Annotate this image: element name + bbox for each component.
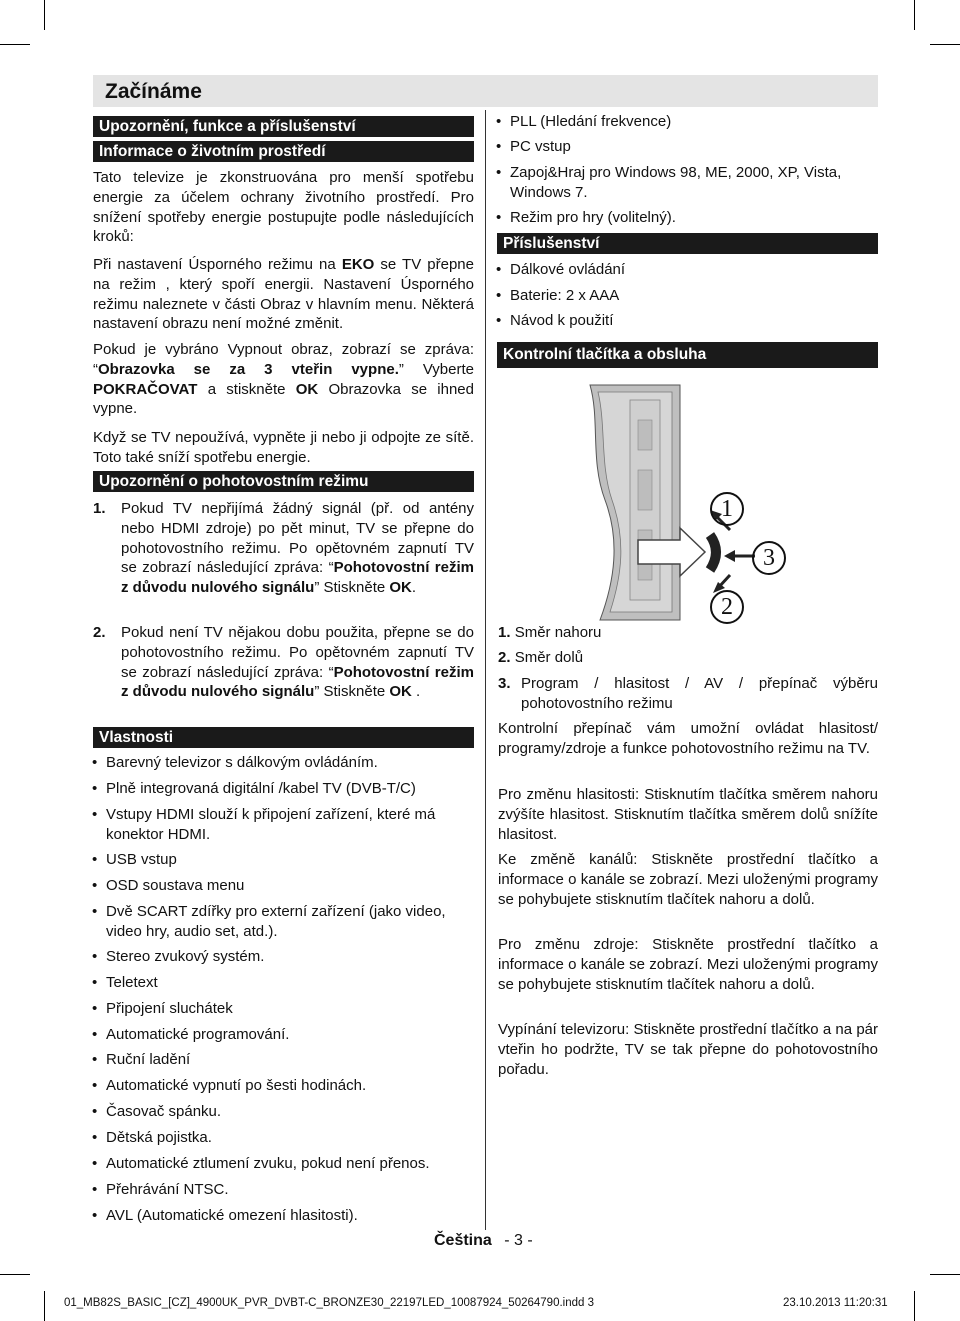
feature-item: • Připojení sluchátek [92, 1000, 233, 1017]
env-paragraph-4: Když se TV nepoužívá, vypněte ji nebo ji odpojte ze sítě. Toto také sníží spotřebu energie. [93, 429, 474, 466]
crop-mark [0, 44, 30, 45]
feature-item: • Přehrávání NTSC. [92, 1181, 229, 1198]
controls-paragraph-1: Kontrolní přepínač vám umožní ovládat hlasitost/ programy/zdroje a funkce pohotovostního režimu na TV. [498, 720, 878, 757]
feature-item: • Dětská pojistka. [92, 1129, 212, 1146]
page-footer [434, 1232, 533, 1250]
feature-item: • Barevný televizor s dálkovým ovládáním. [92, 754, 378, 771]
feature-item: • Plně integrovaná digitální /kabel TV (DVB-T/C) [92, 780, 416, 797]
feature-item: • Dvě SCART zdířky pro externí zařízení (jako video, video hry, audio set, atd.). [92, 903, 446, 940]
feature-item: • Automatické vypnutí po šesti hodinách. [92, 1077, 367, 1094]
controls-paragraph-3: Ke změně kanálů: Stiskněte prostřední tlačítko a informace o kanále se zobrazí. Mezi uloženými programy se pohybujete stisknutím tlačítek nahoru a dolů. [498, 851, 878, 908]
footer-language: Čeština [434, 1232, 492, 1249]
crop-mark [930, 1274, 960, 1275]
crop-mark [914, 0, 915, 30]
controls-paragraph-4: Pro změnu zdroje: Stiskněte prostřední tlačítko a informace o kanále se zobrazí. Mezi uloženými programy se pohybujete stisknutím tlačítek nahoru a dolů. [498, 936, 878, 993]
section-header-features: Vlastnosti [93, 727, 474, 748]
section-header-controls: Kontrolní tlačítka a obsluha [497, 342, 878, 368]
footer-file-name: 01_MB82S_BASIC_[CZ]_4900UK_PVR_DVBT-C_BRONZE30_22197LED_10087924_50264790.indd 3 [64, 1297, 594, 1309]
accessory-item: • Baterie: 2 x AAA [496, 287, 620, 304]
section-header-safety: Upozornění, funkce a příslušenství [93, 116, 474, 137]
control-item: 1. Směr nahoru [498, 624, 602, 641]
feature-item: • Časovač spánku. [92, 1103, 222, 1120]
feature-item: • Režim pro hry (volitelný). [496, 209, 676, 226]
crop-mark [914, 1291, 915, 1321]
crop-mark [44, 0, 45, 30]
env-paragraph-3: Pokud je vybráno Vypnout obraz, zobrazí se zpráva: “Obrazovka se za 3 vteřin vypne.” Vyberte POKRAČOVAT a stiskněte OK Obrazovka se ihned vypne. [93, 341, 474, 418]
callout-1: 1 [710, 492, 744, 526]
control-knob [710, 535, 716, 570]
page-title: Začínáme [105, 80, 202, 103]
callout-2: 2 [710, 590, 744, 624]
crop-mark [930, 44, 960, 45]
feature-item: • AVL (Automatické omezení hlasitosti). [92, 1207, 358, 1224]
feature-item: • OSD soustava menu [92, 877, 245, 894]
accessory-item: • Návod k použití [496, 312, 614, 329]
feature-item: • USB vstup [92, 851, 177, 868]
control-item: 2. Směr dolů [498, 649, 584, 666]
accessory-item: • Dálkové ovládání [496, 261, 626, 278]
feature-item: • Ruční ladění [92, 1051, 191, 1068]
feature-item: • Automatické programování. [92, 1026, 290, 1043]
section-header-accessories: Příslušenství [497, 233, 878, 254]
standby-item-1: 1. Pokud TV nepřijímá žádný signál (př. od antény nebo HDMI zdroje) po pět minut, TV se přepne do pohotovostního režimu. Po opětovném zapnutí TV se zobrazí následující zpráva: “Pohotovostní režim z důvodu nulového signálu” Stiskněte OK. [93, 500, 474, 597]
crop-mark [44, 1291, 45, 1321]
controls-paragraph-5: Vypínání televizoru: Stiskněte prostřední tlačítko a na pár vteřin ho podržte, TV se tak přepne do pohotovostního pořadu. [498, 1021, 878, 1078]
section-header-environment: Informace o životním prostředí [93, 141, 474, 162]
callout-3: 3 [752, 541, 786, 575]
feature-item: • Zapoj&Hraj pro Windows 98, ME, 2000, XP, Vista, Windows 7. [496, 164, 842, 201]
page-title-bar [93, 75, 878, 107]
feature-item: • Automatické ztlumení zvuku, pokud není přenos. [92, 1155, 430, 1172]
feature-item: • PC vstup [496, 138, 571, 155]
feature-item: • Vstupy HDMI slouží k připojení zařízení, které má konektor HDMI. [92, 806, 436, 843]
column-divider [485, 110, 486, 1230]
footer-page-number: - 3 - [504, 1232, 533, 1249]
crop-mark [0, 1274, 30, 1275]
control-item: 3. Program / hlasitost / AV / přepínač výběru pohotovostního režimu [498, 675, 878, 712]
feature-item: • PLL (Hledání frekvence) [496, 113, 672, 130]
feature-item: • Teletext [92, 974, 158, 991]
controls-paragraph-2: Pro změnu hlasitosti: Stisknutím tlačítka směrem nahoru zvýšíte hlasitost. Stisknutím tlačítka směrem dolů snížíte hlasitost. [498, 786, 878, 843]
feature-item: • Stereo zvukový systém. [92, 948, 265, 965]
env-paragraph-2: Při nastavení Úsporného režimu na EKO se TV přepne na režim , který spoří energii. Nastavení Úsporného režimu naleznete v části Obraz v hlavním menu. Některá nastavení obrazu není možné změnit. [93, 256, 474, 333]
env-paragraph-1: Tato televize je zkonstruována pro menší spotřebu energie za účelem ochrany životního prostředí. Pro snížení spotřeby energie postupujte podle následujících kroků: [93, 169, 474, 246]
standby-item-2: 2. Pokud není TV nějakou dobu použita, přepne se do pohotovostního režimu. Po opětovném zapnutí TV se zobrazí následující zpráva: “Pohotovostní režim z důvodu nulového signálu” Stiskněte OK . [93, 624, 474, 701]
section-header-standby: Upozornění o pohotovostním režimu [93, 471, 474, 492]
tv-control-diagram [560, 380, 800, 630]
footer-datetime: 23.10.2013 11:20:31 [783, 1297, 888, 1309]
